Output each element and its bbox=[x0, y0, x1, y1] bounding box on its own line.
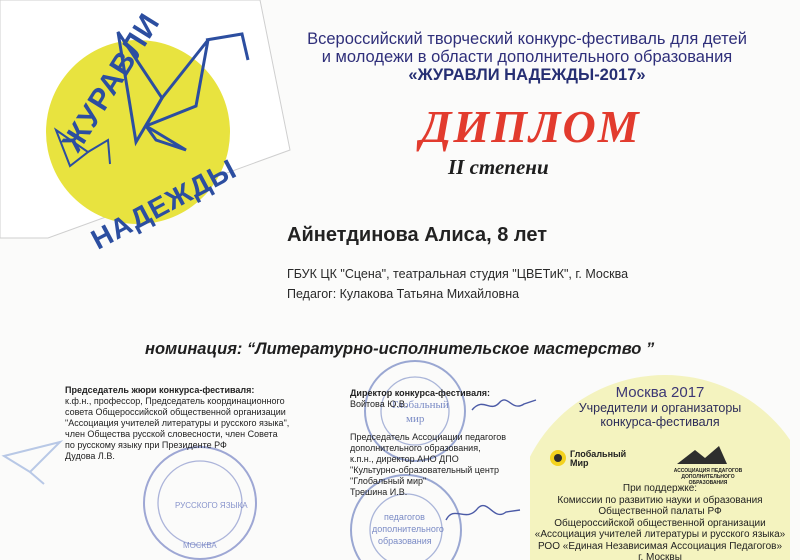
association-line: "Глобальный мир" bbox=[350, 476, 427, 486]
support-line: Комиссии по развитию науки и образования bbox=[557, 494, 763, 506]
jury-line: член Общества русской словесности, член Совета bbox=[65, 429, 278, 439]
association-line: к.п.н., директор АНО ДПО bbox=[350, 454, 459, 464]
association-logo-icon bbox=[675, 444, 729, 468]
city-year: Москва 2017 bbox=[615, 384, 705, 401]
stamp-bottom-word2: дополнительного bbox=[372, 524, 444, 534]
jury-line: по русскому языку при Президенте РФ bbox=[65, 440, 227, 450]
association-logo-line2: ДОПОЛНИТЕЛЬНОГО ОБРАЗОВАНИЯ bbox=[681, 474, 735, 486]
jury-line: совета Общероссийской общественной организации bbox=[65, 407, 286, 417]
jury-chair-name: Дудова Л.В. bbox=[65, 451, 115, 461]
signature-icon bbox=[444, 498, 524, 528]
association-line: дополнительного образования, bbox=[350, 443, 481, 453]
support-block bbox=[532, 483, 788, 560]
logo-text-line2: НАДЕЖДЫ bbox=[86, 152, 242, 256]
header-line2: и молодежи в области дополнительного образования bbox=[321, 48, 733, 66]
recipient-name: Айнетдинова Алиса, 8 лет bbox=[287, 224, 548, 246]
diploma-title: ДИПЛОМ bbox=[420, 101, 641, 152]
stamp-bottom-word1: педагогов bbox=[384, 512, 425, 522]
support-title: При поддержке: bbox=[622, 483, 698, 494]
director-name: Войтова Ю.В. bbox=[350, 399, 408, 409]
global-mir-line1: Глобальный bbox=[570, 449, 627, 459]
stamp-left-ring-text2: МОСКВА bbox=[183, 541, 217, 550]
recipient-organization: ГБУК ЦК "Сцена", театральная студия "ЦВЕТиК", г. Москва bbox=[287, 267, 629, 281]
stamp-left-ring-text1: РУССКОГО ЯЗЫКА bbox=[175, 501, 248, 510]
diploma-degree: II степени bbox=[448, 155, 549, 179]
stamp-bottom-word3: образования bbox=[378, 536, 432, 546]
association-line: Председатель Ассоциации педагогов bbox=[350, 432, 506, 442]
director-block bbox=[350, 388, 540, 498]
global-mir-line2: Мир bbox=[570, 458, 589, 468]
support-line: РОО «Единая Независимая Ассоциация Педагогов» bbox=[537, 540, 783, 552]
organizers-block bbox=[530, 384, 790, 429]
paper-crane-icon bbox=[0, 420, 70, 490]
support-line: Общественной палаты РФ bbox=[598, 506, 722, 517]
association-logo-line1: АССОЦИАЦИЯ ПЕДАГОГОВ bbox=[673, 468, 743, 474]
recipient-teacher: Педагог: Кулакова Татьяна Михайловна bbox=[287, 287, 520, 301]
organizers-line2: конкурса-фестиваля bbox=[600, 415, 720, 429]
festival-header bbox=[262, 30, 792, 84]
jury-block bbox=[65, 385, 325, 462]
stamp-center-word2: мир bbox=[406, 413, 425, 425]
jury-title: Председатель жюри конкурса-фестиваля: bbox=[65, 385, 255, 395]
festival-name: «ЖУРАВЛИ НАДЕЖДЫ-2017» bbox=[408, 66, 646, 84]
global-mir-logo-icon bbox=[548, 448, 568, 468]
stamp-center-word1: Глобальный bbox=[392, 399, 449, 411]
nomination: номинация: “Литературно-исполнительское мастерство ” bbox=[145, 340, 655, 358]
association-line: "Культурно-образовательный центр bbox=[350, 465, 499, 475]
director-title: Директор конкурса-фестиваля: bbox=[350, 388, 491, 398]
logo-text-line1: ЖУРАВЛИ bbox=[56, 7, 167, 158]
support-line: г. Москвы bbox=[638, 552, 682, 560]
organizers-line1: Учредители и организаторы bbox=[578, 401, 742, 415]
support-line: Общероссийской общественной организации bbox=[554, 517, 766, 529]
header-line1: Всероссийский творческий конкурс-фестиваль для детей bbox=[307, 30, 747, 48]
jury-line: "Ассоциация учителей литературы и русского языка", bbox=[65, 418, 290, 428]
association-head-name: Трешина И.В. bbox=[350, 487, 408, 497]
jury-line: к.ф.н., профессор, Председатель координационного bbox=[65, 396, 285, 406]
support-line: «Ассоциация учителей литературы и русского языка» bbox=[534, 529, 786, 540]
global-mir-logo bbox=[570, 450, 626, 468]
